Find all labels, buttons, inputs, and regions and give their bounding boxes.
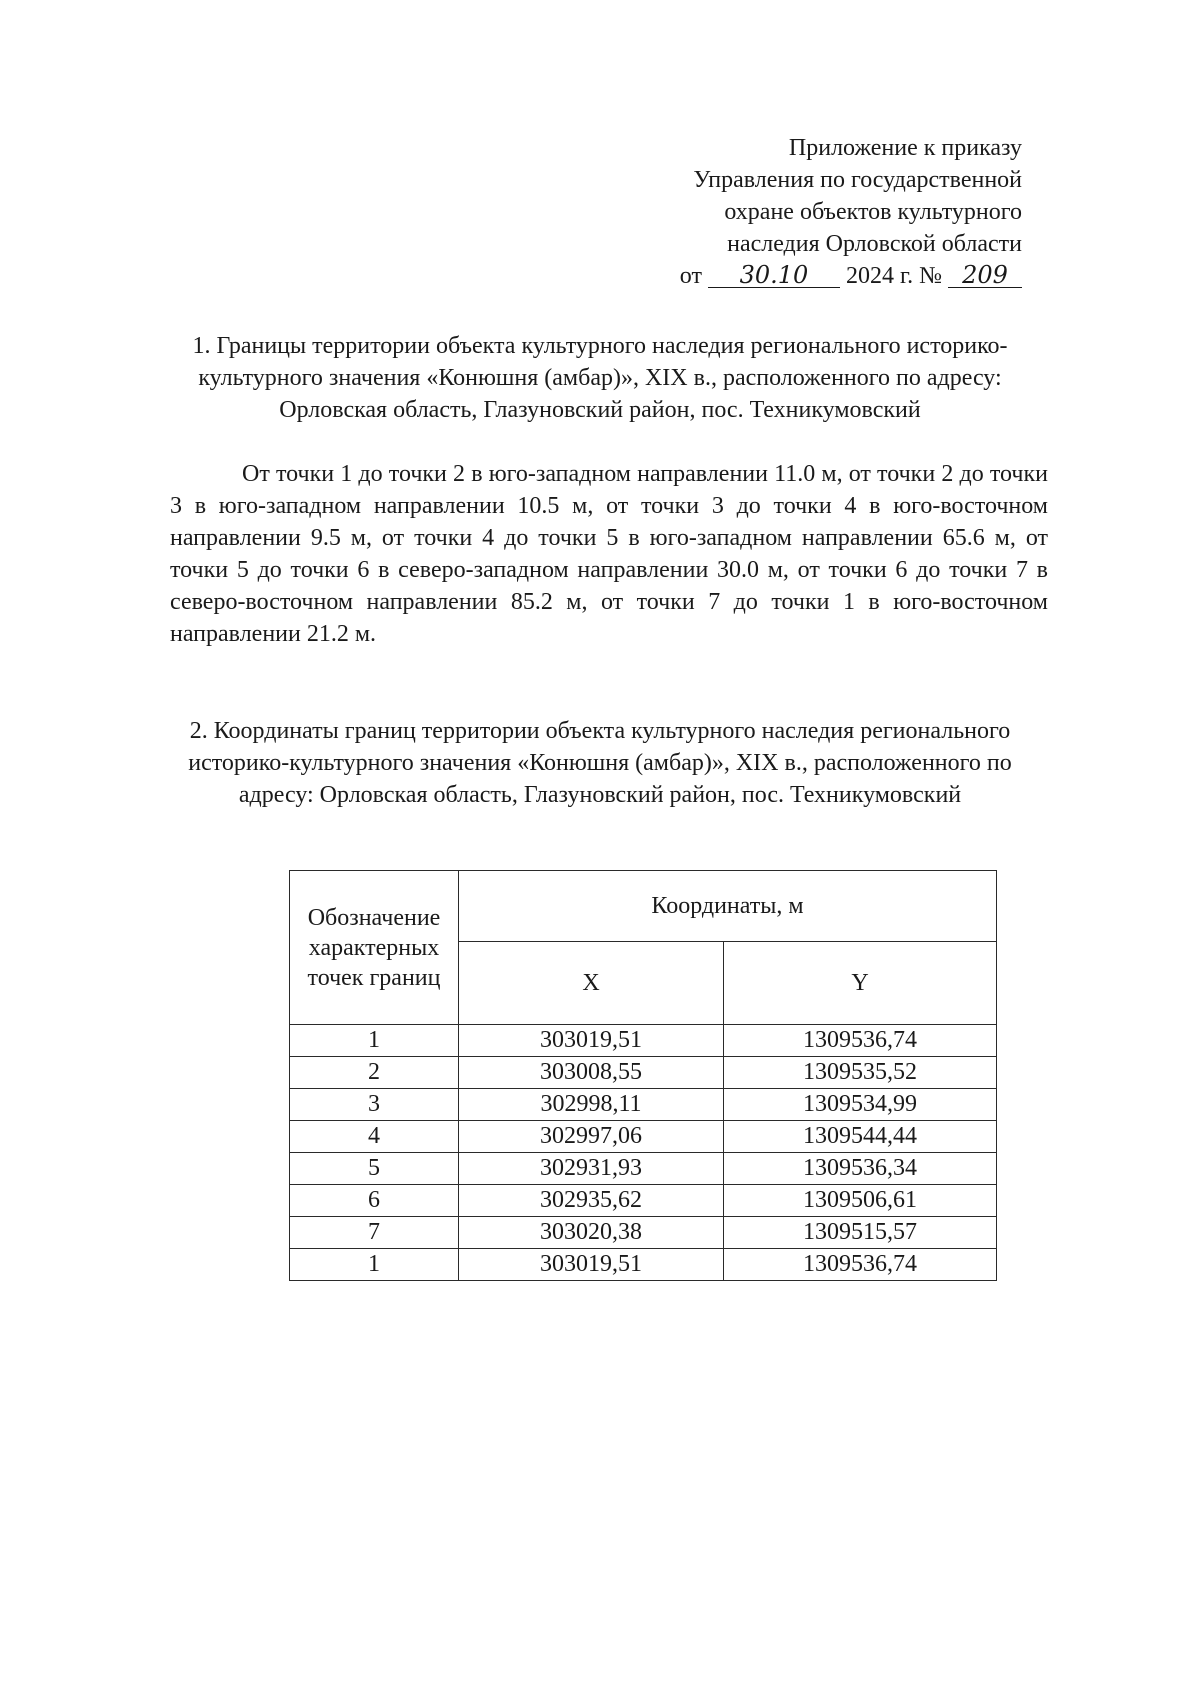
table-row — [290, 1249, 997, 1281]
section-1-description: От точки 1 до точки 2 в юго-западном направлении 11.0 м, от точки 2 до точки 3 в юго-западном направлении 10.5 м, от точки 3 до точки 4 в юго-восточном направлении 9.5 м, от точки 4 до точки 5 в юго-западном направлении 65.6 м, от точки 5 до точки 6 в северо-западном направлении 30.0 м, от точки 6 до точки 7 в северо-восточном направлении 85.2 м, от точки 7 до точки 1 в юго-восточном направлении 21.2 м. — [170, 461, 1048, 647]
x-cell: 302997,06 — [459, 1121, 724, 1153]
y-cell: 1309536,74 — [724, 1249, 997, 1281]
point-cell: 1 — [290, 1249, 459, 1281]
appendix-line-3: охране объектов культурного — [724, 199, 1022, 225]
table-row — [290, 1153, 997, 1185]
y-cell: 1309544,44 — [724, 1121, 997, 1153]
point-cell: 3 — [290, 1089, 459, 1121]
x-cell: 303008,55 — [459, 1057, 724, 1089]
header-coordinates: Координаты, м — [459, 871, 997, 942]
section-2-title: 2. Координаты границ территории объекта культурного наследия регионального историко-культурного значения «Конюшня (амбар)», XIX в., расположенного по адресу: Орловская область, Глазуновский район, пос. Техникумовский — [188, 718, 1012, 808]
y-cell: 1309536,34 — [724, 1153, 997, 1185]
point-cell: 2 — [290, 1057, 459, 1089]
appendix-line-4: наследия Орловской области — [727, 231, 1022, 257]
table-row — [290, 1089, 997, 1121]
appendix-header — [680, 132, 1022, 292]
handwritten-date: 30.10 — [708, 263, 840, 288]
appendix-line-2: Управления по государственной — [693, 167, 1022, 193]
x-cell: 303020,38 — [459, 1217, 724, 1249]
coordinates-table — [289, 870, 997, 1281]
handwritten-number: 209 — [948, 263, 1022, 288]
appendix-date-line — [680, 260, 1022, 292]
table-row — [290, 1217, 997, 1249]
table-row — [290, 1057, 997, 1089]
table-row — [290, 1185, 997, 1217]
x-cell: 302998,11 — [459, 1089, 724, 1121]
appendix-line-1: Приложение к приказу — [788, 135, 1022, 161]
x-cell: 302931,93 — [459, 1153, 724, 1185]
year-text: 2024 г. № — [845, 263, 942, 289]
header-point-designation: Обозначение характерных точек границ — [290, 871, 459, 1025]
header-x: X — [459, 942, 724, 1025]
y-cell: 1309515,57 — [724, 1217, 997, 1249]
table-row — [290, 1025, 997, 1057]
section-1-title: 1. Границы территории объекта культурного наследия регионального историко-культурного значения «Конюшня (амбар)», XIX в., расположенного по адресу: Орловская область, Глазуновский район, пос. Техникумовский — [192, 333, 1008, 423]
point-cell: 7 — [290, 1217, 459, 1249]
header-y: Y — [724, 942, 997, 1025]
table-row — [290, 1121, 997, 1153]
point-cell: 4 — [290, 1121, 459, 1153]
point-cell: 6 — [290, 1185, 459, 1217]
x-cell: 303019,51 — [459, 1025, 724, 1057]
point-cell: 1 — [290, 1025, 459, 1057]
x-cell: 302935,62 — [459, 1185, 724, 1217]
y-cell: 1309534,99 — [724, 1089, 997, 1121]
date-prefix: от — [679, 263, 702, 289]
y-cell: 1309536,74 — [724, 1025, 997, 1057]
y-cell: 1309506,61 — [724, 1185, 997, 1217]
y-cell: 1309535,52 — [724, 1057, 997, 1089]
x-cell: 303019,51 — [459, 1249, 724, 1281]
point-cell: 5 — [290, 1153, 459, 1185]
